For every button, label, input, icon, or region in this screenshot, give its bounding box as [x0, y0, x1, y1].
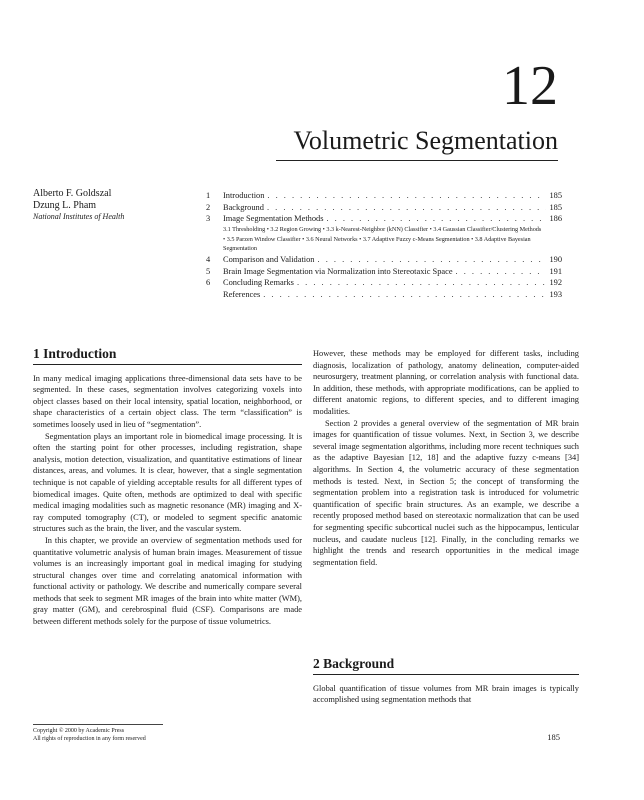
paragraph: Global quantification of tissue volumes from MR brain images is typically accomplished using segmentation methods that	[313, 683, 579, 705]
toc-entry[interactable]	[206, 266, 562, 278]
section-heading: 2 Background	[313, 656, 395, 671]
paragraph: In this chapter, we provide an overview of segmentation methods used for quantitative volumetric analysis of human brain images. Measurement of tissue volumes is an increasingly important goal in medical imaging for studying structural changes over time and correlating anatomical information with functional activity or pathology. We describe and numerically compare several methods that seek to segment MR images of the brain into white matter (WM), gray matter (GM), and cerebrospinal fluid (CSF). Comparisons are made between different methods solely for the purpose of tissue volumetrics.	[33, 535, 302, 627]
toc-entry-title: Brain Image Segmentation via Normalization into Stereotaxic Space	[223, 266, 453, 276]
background-section	[313, 658, 579, 706]
section-heading: 1 Introduction	[33, 346, 117, 361]
toc-entry-page: 190	[549, 255, 562, 265]
toc-leader	[263, 289, 546, 301]
toc-entry-title: Image Segmentation Methods	[223, 214, 324, 224]
toc-leader	[456, 266, 547, 278]
toc-entry-page: 185	[549, 202, 562, 212]
toc-leader	[326, 213, 546, 225]
toc-entry-title: Introduction	[223, 191, 265, 200]
toc-entry-page: 192	[549, 278, 562, 288]
footnote-rule	[33, 724, 163, 725]
section-rule	[313, 674, 579, 675]
copyright-notice	[33, 724, 163, 743]
toc-entry-number: 4	[206, 255, 211, 265]
author-name: Alberto F. Goldszal	[33, 188, 112, 199]
author-affiliation: National Institutes of Health	[33, 212, 125, 221]
toc-leader	[297, 277, 546, 289]
rights-line: All rights of reproduction in any form reserved	[33, 735, 146, 742]
copyright-line: Copyright © 2000 by Academic Press	[33, 728, 125, 734]
author-name: Dzung L. Pham	[33, 199, 97, 211]
title-rule	[276, 160, 558, 161]
toc-leader	[267, 202, 547, 214]
toc-entry-page: 185	[549, 191, 562, 200]
toc-leader	[318, 254, 547, 266]
toc-entry-title: References	[223, 289, 261, 299]
toc-entry-number: 3	[206, 214, 211, 224]
toc-entry-title: Background	[223, 202, 264, 212]
paragraph: In many medical imaging applications three-dimensional data sets have to be segmented. In these cases, segmentation involves categorizing voxels into object classes based on their local intensity, spatial location, neighborhood, or shape characteristics of a certain object class. The term “classification” is sometimes loosely used in lieu of “segmentation”.	[33, 373, 302, 429]
toc-entry-number: 6	[206, 278, 211, 288]
toc-entry[interactable]	[206, 190, 562, 202]
toc-entry-number: 5	[206, 266, 211, 276]
chapter-title: Volumetric Segmentation	[293, 126, 558, 155]
section-rule	[33, 364, 302, 365]
left-column	[33, 348, 302, 628]
paragraph: Segmentation plays an important role in biomedical image processing. It is often the starting point for other processes, including registration, shape analysis, motion detection, visualization, and quantitative estimations of linear distances, areas, and volumes. It is clear, however, that a single segmentation technique is not capable of yielding acceptable results for all different types of biomedical images. Quite often, methods are optimized to deal with specific medical imaging modalities such as magnetic resonance (MR) imaging and X-ray computed tomography (CT), or modeled to segment specific anatomic structures such as the brain, the liver, and the vascular system.	[33, 431, 302, 534]
paragraph: However, these methods may be employed for different tasks, including diagnosis, localization of pathology, anatomy delineation, computer-aided neurosurgery, treatment planning, or correlation analysis with functional data. In addition, these methods, with appropriate modifications, can be applied to different anatomic regions, to different species, and to different imaging modalities.	[313, 349, 579, 416]
page-number: 185	[547, 732, 560, 742]
toc-subsections: 3.1 Thresholding • 3.2 Region Growing • 3.3 k-Nearest-Neighbor (kNN) Classifier • 3.4 Gaussian Classifier/Clustering Methods • 3.5 Parzen Window Classifier • 3.6 Neural Networks • 3.7 Adaptive Fuzzy c-Means Segmentation • 3.8 Adaptive Bayesian Segmentation	[223, 225, 542, 253]
chapter-number: 12	[502, 55, 558, 117]
toc-entry[interactable]	[206, 254, 562, 266]
author-block	[33, 188, 124, 223]
toc-entry[interactable]	[206, 213, 562, 225]
toc-entry-title: Concluding Remarks	[223, 278, 294, 288]
toc-entry[interactable]	[206, 277, 562, 289]
toc-entry-page: 193	[549, 289, 562, 299]
toc-entry[interactable]	[206, 202, 562, 214]
toc-entry-number: 2	[206, 202, 211, 212]
table-of-contents	[206, 190, 562, 301]
toc-entry-title: Comparison and Validation	[223, 255, 315, 265]
toc-entry-number: 1	[206, 191, 211, 200]
right-column	[313, 348, 579, 568]
toc-leader	[267, 190, 546, 202]
toc-entry-page: 191	[549, 266, 562, 276]
toc-entry-page: 186	[549, 214, 562, 224]
paragraph: Section 2 provides a general overview of the segmentation of MR brain images for quantification of tissue volumes. Next, in Section 3, we describe several image segmentation algorithms, including more recent techniques such as the adaptive Bayesian [12, 18] and the adaptive fuzzy c-means [34] algorithms. In Section 4, the volumetric accuracy of these segmentation methods is tested. Next, in Section 5; the concept of transforming the segmentation problem into a registration task is introduced for volumetric quantification of specific brain structures. As an example, we describe a recently proposed method based on stereotaxic normalization that can be used for segmenting specific subcortical nuclei such as the hippocampus, lenticular nucleus, and caudate nucleus [12]. Finally, in the concluding remarks we highlight the trends and research opportunities in the medical image segmentation field.	[313, 418, 579, 567]
toc-entry[interactable]	[206, 289, 562, 301]
